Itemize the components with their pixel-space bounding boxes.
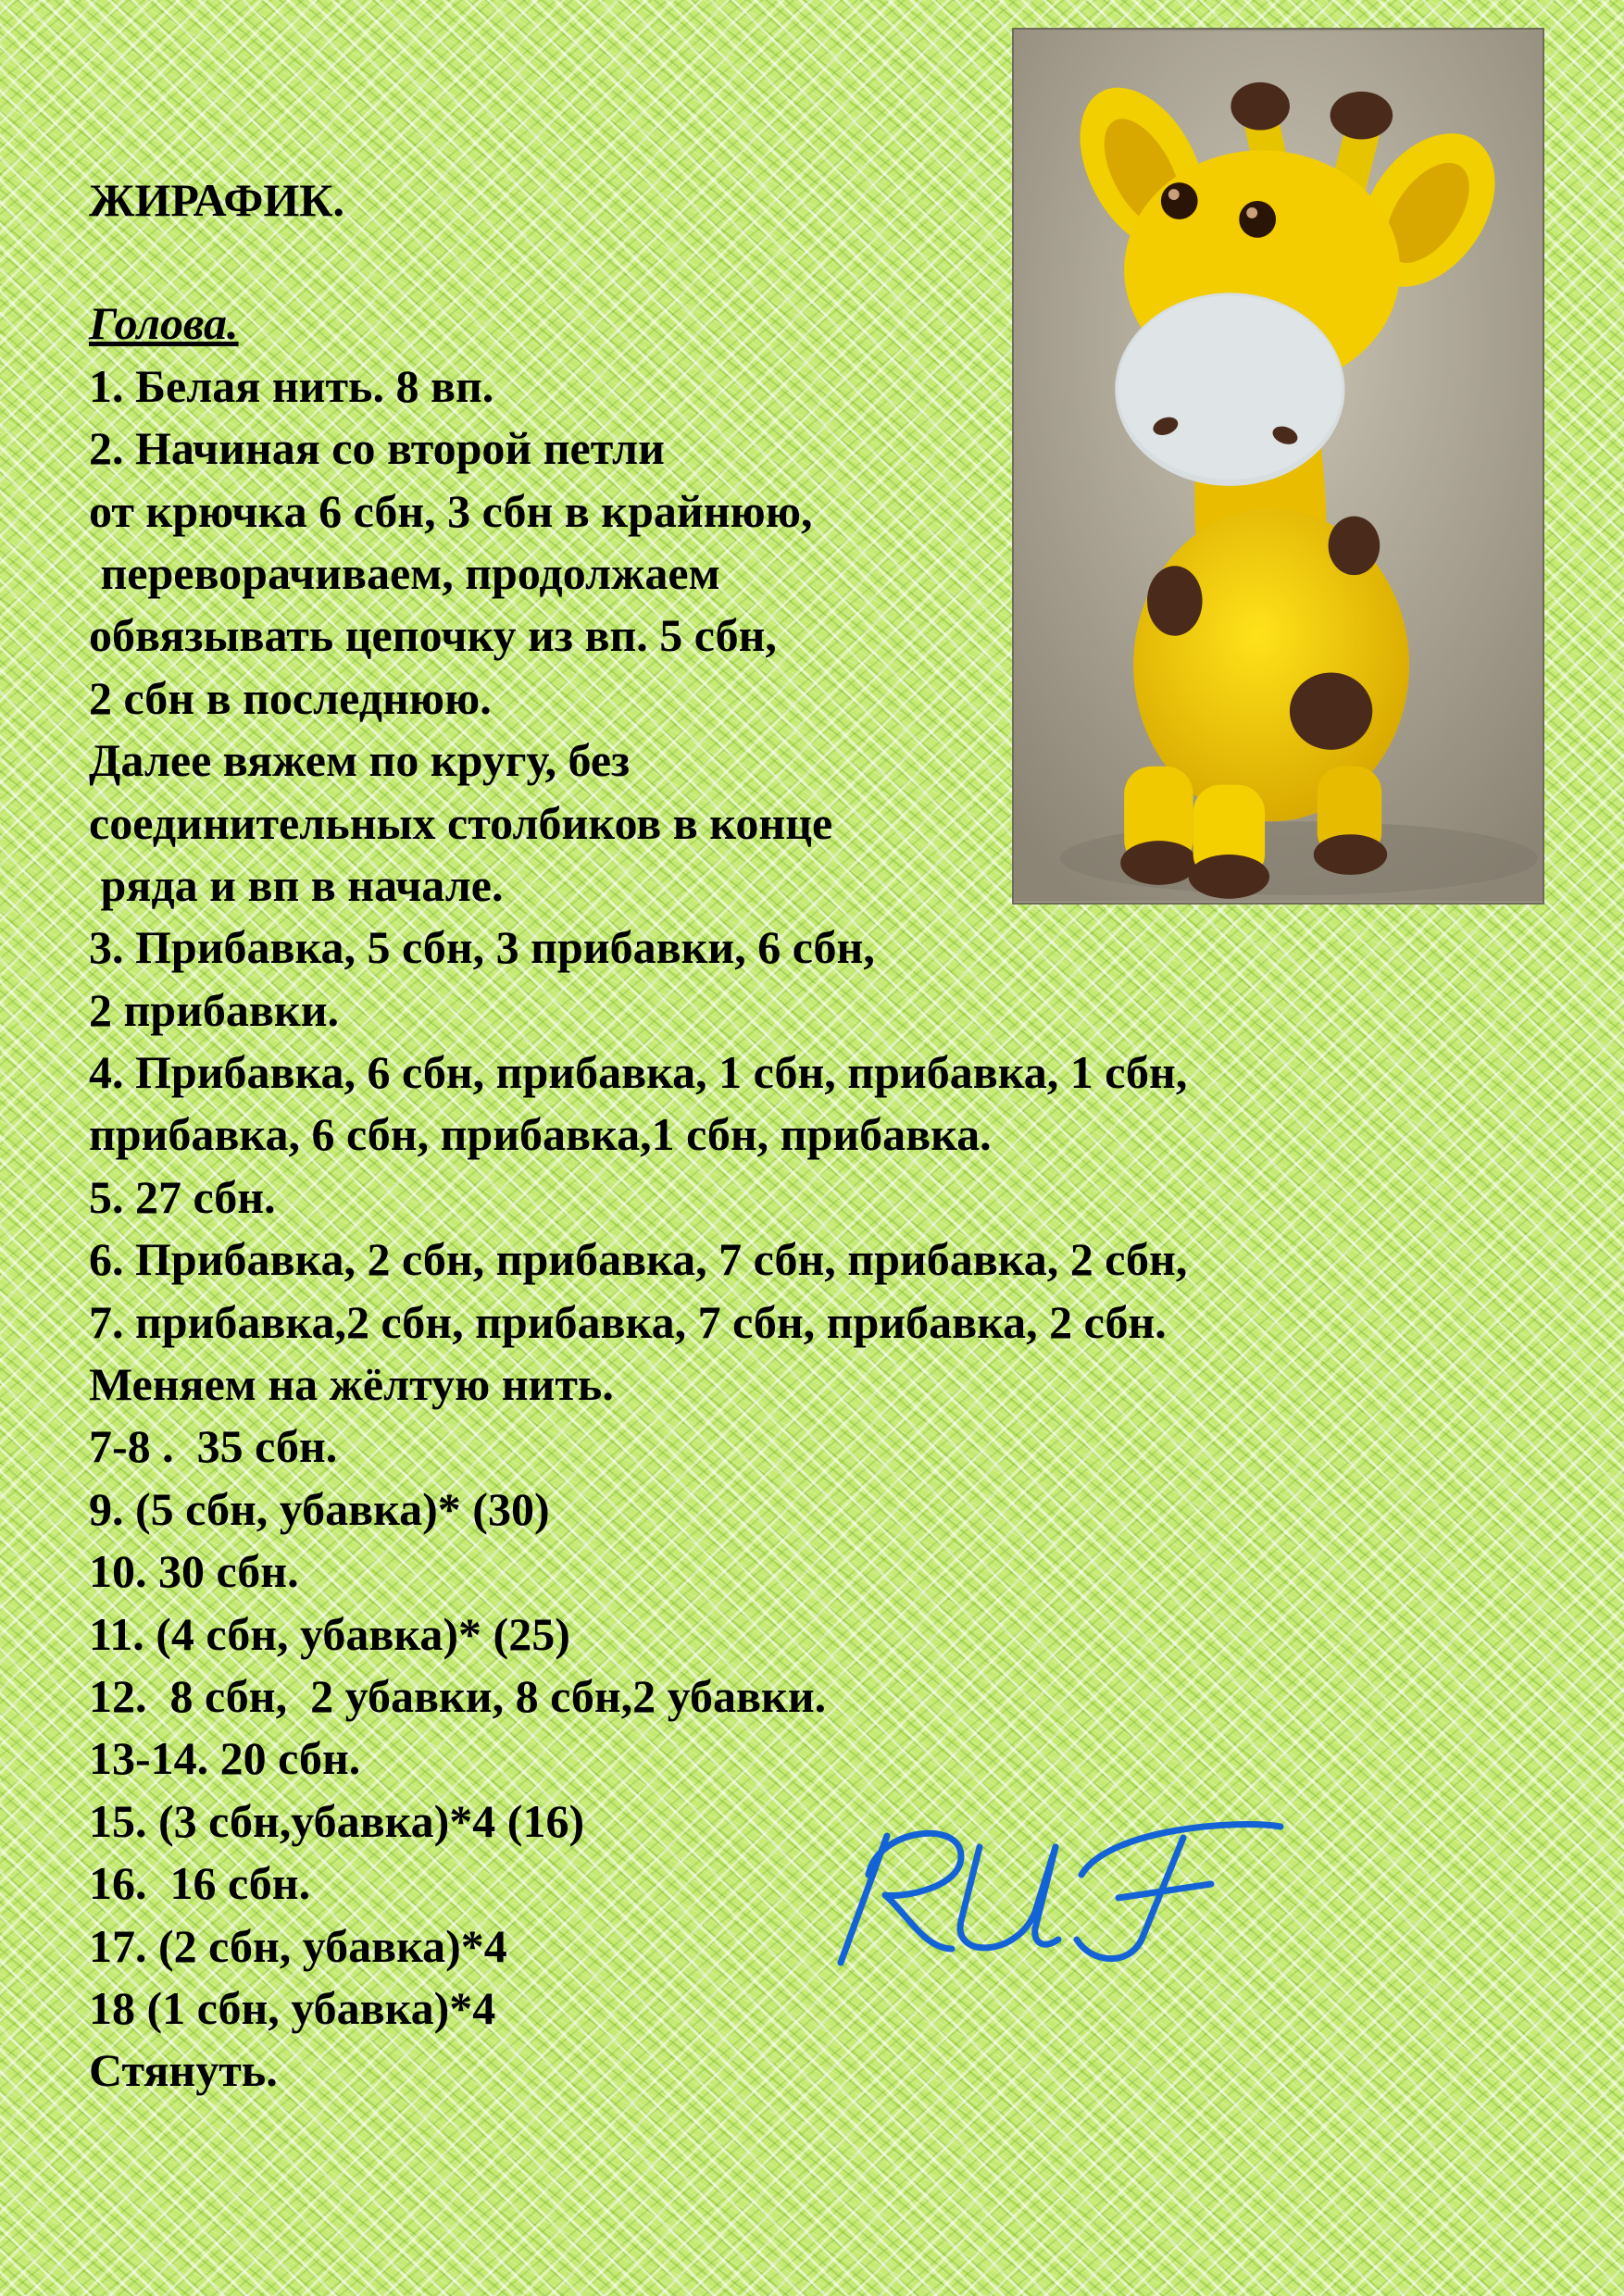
- pattern-line: 10. 30 сбн.: [89, 1545, 299, 1598]
- pattern-line: 13-14. 20 сбн.: [89, 1732, 361, 1785]
- pattern-line: соединительных столбиков в конце: [89, 796, 833, 849]
- handwritten-signature: [813, 1810, 1294, 1977]
- pattern-line: 11. (4 сбн, убавка)* (25): [89, 1607, 570, 1660]
- pattern-line: 6. Прибавка, 2 сбн, прибавка, 7 сбн, прибавка, 2 сбн,: [89, 1233, 1188, 1286]
- pattern-line: Стянуть.: [89, 2044, 278, 2097]
- pattern-line: прибавка, 6 сбн, прибавка,1 сбн, прибавка.: [89, 1108, 992, 1161]
- pattern-line: 2 сбн в последнюю.: [89, 671, 492, 724]
- pattern-line: 12. 8 сбн, 2 убавки, 8 сбн,2 убавки.: [89, 1669, 827, 1722]
- pattern-line: 1. Белая нить. 8 вп.: [89, 359, 494, 412]
- pattern-line: 3. Прибавка, 5 сбн, 3 прибавки, 6 сбн,: [89, 921, 875, 974]
- pattern-line: 7. прибавка,2 сбн, прибавка, 7 сбн, прибавка, 2 сбн.: [89, 1295, 1167, 1348]
- giraffe-photo: [1012, 28, 1544, 905]
- pattern-line: 2. Начиная со второй петли: [89, 422, 665, 475]
- pattern-line: ряда и вп в начале.: [89, 858, 504, 911]
- pattern-line: 16. 16 сбн.: [89, 1857, 311, 1910]
- pattern-line: 2 прибавки.: [89, 983, 340, 1036]
- pattern-line: 15. (3 сбн,убавка)*4 (16): [89, 1794, 585, 1847]
- signature-logo: [813, 1810, 1294, 1977]
- pattern-line: переворачиваем, продолжаем: [89, 546, 720, 599]
- pattern-line: 17. (2 сбн, убавка)*4: [89, 1919, 507, 1972]
- pattern-line: 4. Прибавка, 6 сбн, прибавка, 1 сбн, прибавка, 1 сбн,: [89, 1046, 1188, 1099]
- pattern-line: 18 (1 сбн, убавка)*4: [89, 1981, 496, 2034]
- pattern-line: Меняем на жёлтую нить.: [89, 1358, 614, 1411]
- pattern-line: от крючка 6 сбн, 3 сбн в крайнюю,: [89, 484, 813, 537]
- pattern-line: обвязывать цепочку из вп. 5 сбн,: [89, 609, 777, 662]
- document-title: ЖИРАФИК.: [89, 174, 345, 226]
- pattern-line: 7-8 . 35 сбн.: [89, 1420, 338, 1473]
- pattern-line: 9. (5 сбн, убавка)* (30): [89, 1482, 550, 1535]
- pattern-line: 5. 27 сбн.: [89, 1170, 276, 1223]
- pattern-line: Далее вяжем по кругу, без: [89, 734, 631, 787]
- section-heading: Голова.: [89, 297, 239, 350]
- giraffe-illustration: [1014, 30, 1543, 903]
